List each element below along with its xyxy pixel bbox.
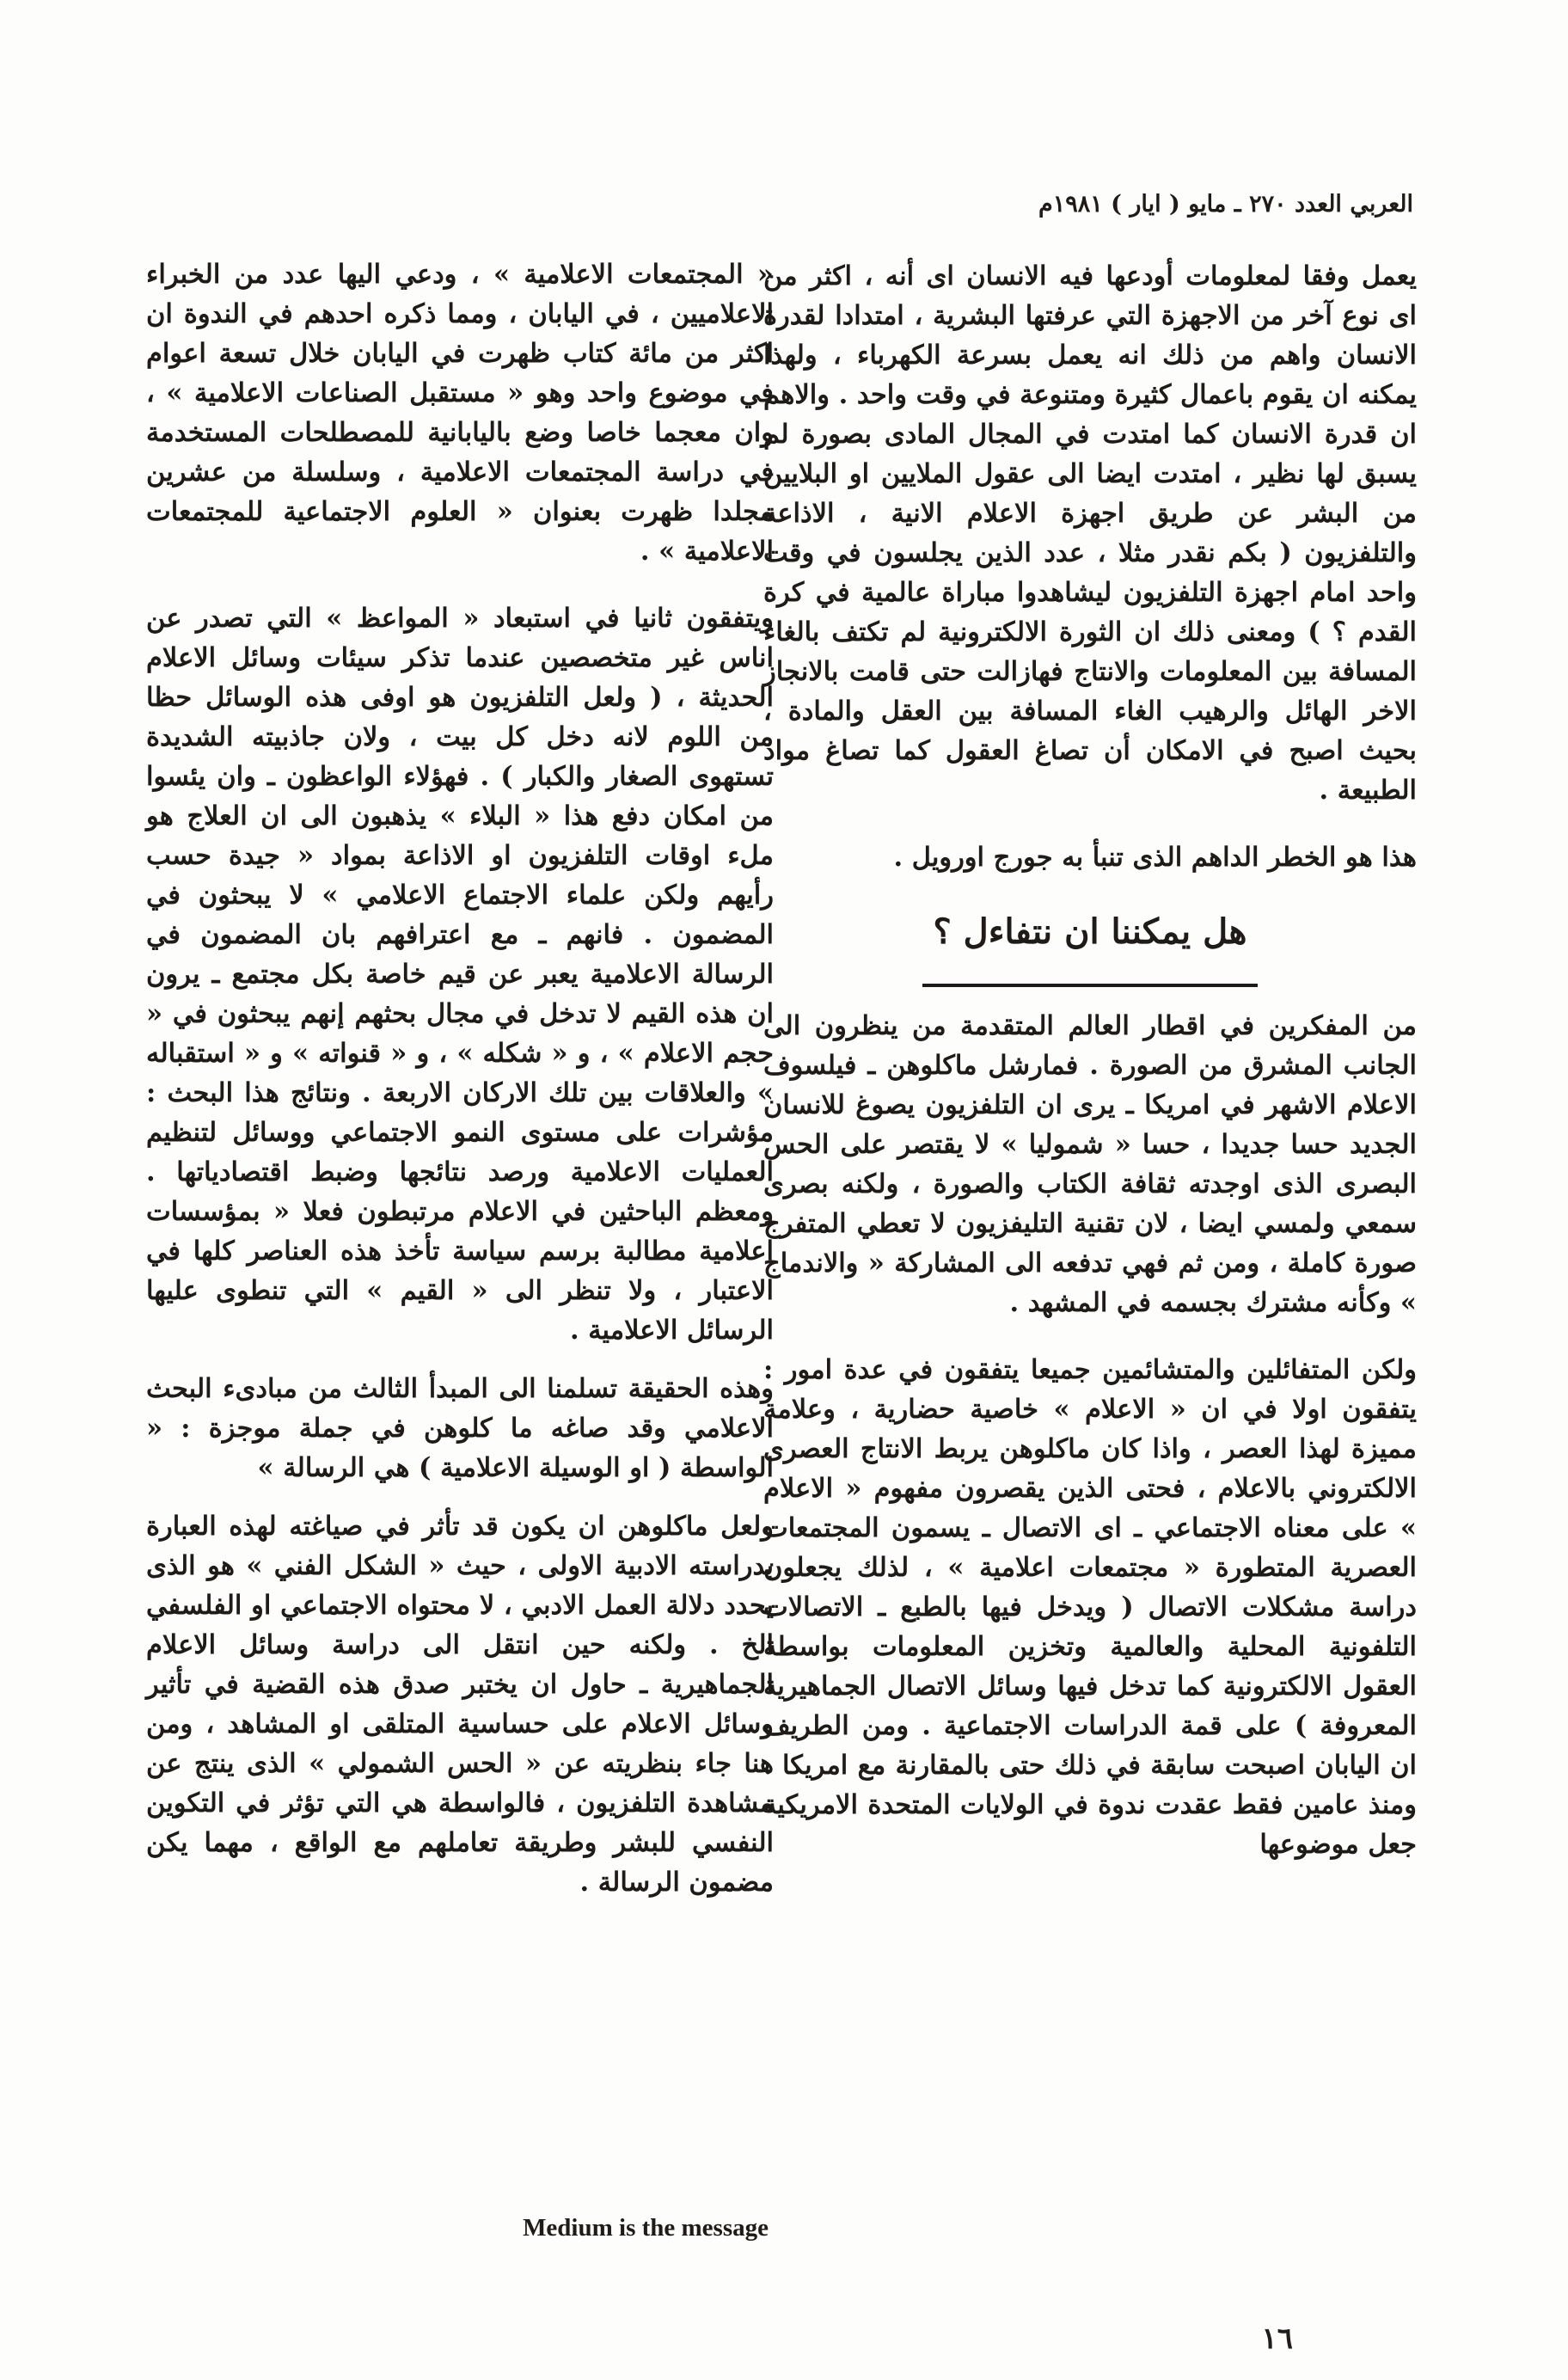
page-number: ١٦ xyxy=(1261,2322,1293,2356)
orwell-paragraph: هذا هو الخطر الداهم الذى تنبأ به جورج اورويل . xyxy=(893,842,1417,873)
section-heading: هل يمكننا ان نتفاءل ؟ xyxy=(933,911,1247,952)
agreement-paragraph: ولكن المتفائلين والمتشائمين جميعا يتفقون في عدة امور : يتفقون اولا في ان « الاعلام » خاصية حضارية ، وعلامة مميزة لهذا العصر ، واذا كان ماكلوهن يربط الانتاج العصرى الالكتروني بالاعلام ، فحتى الذين يقصرون مفهوم « الاعلام » على معناه الاجتماعي ـ اى الاتصال ـ يسمون المجتمعات العصرية المتطورة « مجتمعات اعلامية » ، لذلك يجعلون دراسة مشكلات الاتصال ( ويدخل فيها بالطبع ـ الاتصالات التلفونية المحلية والعالمية وتخزين المعلومات بواسطة العقول الالكترونية كما تدخل فيها وسائل الاتصال الجماهيرية المعروفة ) على قمة الدراسات الاجتماعية . ومن الطريف ان اليابان اصبحت سابقة في ذلك حتى بالمقارنة مع امريكا . ومنذ عامين فقط عقدت ندوة في الولايات المتحدة الامريكية جعل موضوعها xyxy=(763,1354,1417,1860)
right-column xyxy=(763,256,1417,1864)
intro-paragraph: يعمل وفقا لمعلومات أودعها فيه الانسان اى أنه ، اكثر من اى نوع آخر من الاجهزة التي عرفتها البشرية ، امتدادا لقدرة الانسان واهم من ذلك انه يعمل بسرعة الكهرباء ، ولهذا يمكنه ان يقوم باعمال كثيرة ومتنوعة في وقت واحد . والاهم ان قدرة الانسان كما امتدت في المجال المادى بصورة لم يسبق لها نظير ، امتدت ايضا الى عقول الملايين او البلايين من البشر عن طريق اجهزة الاعلام الانية ، الاذاعة والتلفزيون ( بكم نقدر مثلا ، عدد الذين يجلسون في وقت واحد امام اجهزة التلفزيون ليشاهدوا مباراة عالمية في كرة القدم ؟ ) ومعنى ذلك ان الثورة الالكترونية لم تكتف بالغاء المسافة بين المعلومات والانتاج فهازالت حتى قامت بالانجاز الاخر الهائل والرهيب الغاء المسافة بين العقل والمادة ، بحيث اصبح في الامكان أن تصاغ العقول كما تصاغ مواد الطبيعة . xyxy=(763,261,1418,806)
running-header: العربي العدد ٢٧٠ ـ مايو ( ايار ) ١٩٨١م xyxy=(1038,191,1413,218)
heading-rule xyxy=(922,984,1258,987)
mcluhan-paragraph: من المفكرين في اقطار العالم المتقدمة من ينظرون الى الجانب المشرق من الصورة . فمارشل ماكلوهن ـ فيلسوف الاعلام الاشهر في امريكا ـ يرى ان التلفزيون يصوغ للانسان الجديد حسا جديدا ، حسا « شموليا » لا يقتصر على الحس البصرى الذى اوجدته ثقافة الكتاب والصورة ، ولكنه بصرى سمعي ولمسي ايضا ، لان تقنية التليفزيون لا تعطي المتفرج صورة كاملة ، ومن ثم فهي تدفعه الى المشاركة « والاندماج » وكأنه مشترك بجسمه في المشهد . xyxy=(763,1010,1417,1318)
principle-paragraph: وهذه الحقيقة تسلمنا الى المبدأ الثالث من مبادىء البحث الاعلامي وقد صاغه ما كلوهن في جملة موجزة : « الواسطة ( او الوسيلة الاعلامية ) هي الرسالة » xyxy=(146,1373,774,1483)
english-footnote: Medium is the message xyxy=(523,2214,769,2242)
left-column xyxy=(146,255,774,1902)
japan-paragraph: « المجتمعات الاعلامية » ، ودعي اليها عدد من الخبراء الاعلاميين ، في اليابان ، ومما ذكره احدهم في الندوة ان اكثر من مائة كتاب ظهرت في اليابان خلال تسعة اعوام في موضوع واحد وهو « مستقبل الصناعات الاعلامية » ، وان معجما خاصا وضع باليابانية للمصطلحات المستخدمة في دراسة المجتمعات الاعلامية ، وسلسلة من عشرين مجلدا ظهرت بعنوان « العلوم الاجتماعية للمجتمعات الاعلامية » . xyxy=(146,259,774,567)
medium-paragraph: ولعل ماكلوهن ان يكون قد تأثر في صياغته لهذه العبارة بدراسته الادبية الاولى ، حيث « الشكل الفني » هو الذى يحدد دلالة العمل الادبي ، لا محتواه الاجتماعي او الفلسفي الخ . ولكنه حين انتقل الى دراسة وسائل الاعلام الجماهيرية ـ حاول ان يختبر صدق هذه القضية في تأثير وسائل الاعلام على حساسية المتلقى او المشاهد ، ومن هنا جاء بنظريته عن « الحس الشمولي » الذى ينتج عن مشاهدة التلفزيون ، فالواسطة هي التي تؤثر في التكوين النفسي للبشر وطريقة تعاملهم مع الواقع ، مهما يكن مضمون الرسالة . xyxy=(146,1511,774,1898)
sermons-paragraph: ويتفقون ثانيا في استبعاد « المواعظ » التي تصدر عن اناس غير متخصصين عندما تذكر سيئات وسائل الاعلام الحديثة ، ( ولعل التلفزيون هو اوفى هذه الوسائل حظا من اللوم لانه دخل كل بيت ، ولان جاذبيته الشديدة تستهوى الصغار والكبار ) . فهؤلاء الواعظون ـ وان يئسوا من امكان دفع هذا « البلاء » يذهبون الى ان العلاج هو ملء اوقات التلفزيون او الاذاعة بمواد « جيدة حسب رأيهم ولكن علماء الاجتماع الاعلامي » لا يبحثون في المضمون . فانهم ـ مع اعترافهم بان المضمون في الرسالة الاعلامية يعبر عن قيم خاصة بكل مجتمع ـ يرون ان هذه القيم لا تدخل في مجال بحثهم إنهم يبحثون في « حجم الاعلام » ، و « شكله » ، و « قنواته » و « استقباله » والعلاقات بين تلك الاركان الاربعة . ونتائج هذا البحث : مؤشرات على مستوى النمو الاجتماعي ووسائل لتنظيم العمليات الاعلامية ورصد نتائجها وضبط اقتصادياتها . ومعظم الباحثين في الاعلام مرتبطون فعلا « بمؤسسات اعلامية مطالبة برسم سياسة تأخذ هذه العناصر كلها في الاعتبار ، ولا تنظر الى « القيم » التي تنطوى عليها الرسائل الاعلامية . xyxy=(146,603,774,1346)
